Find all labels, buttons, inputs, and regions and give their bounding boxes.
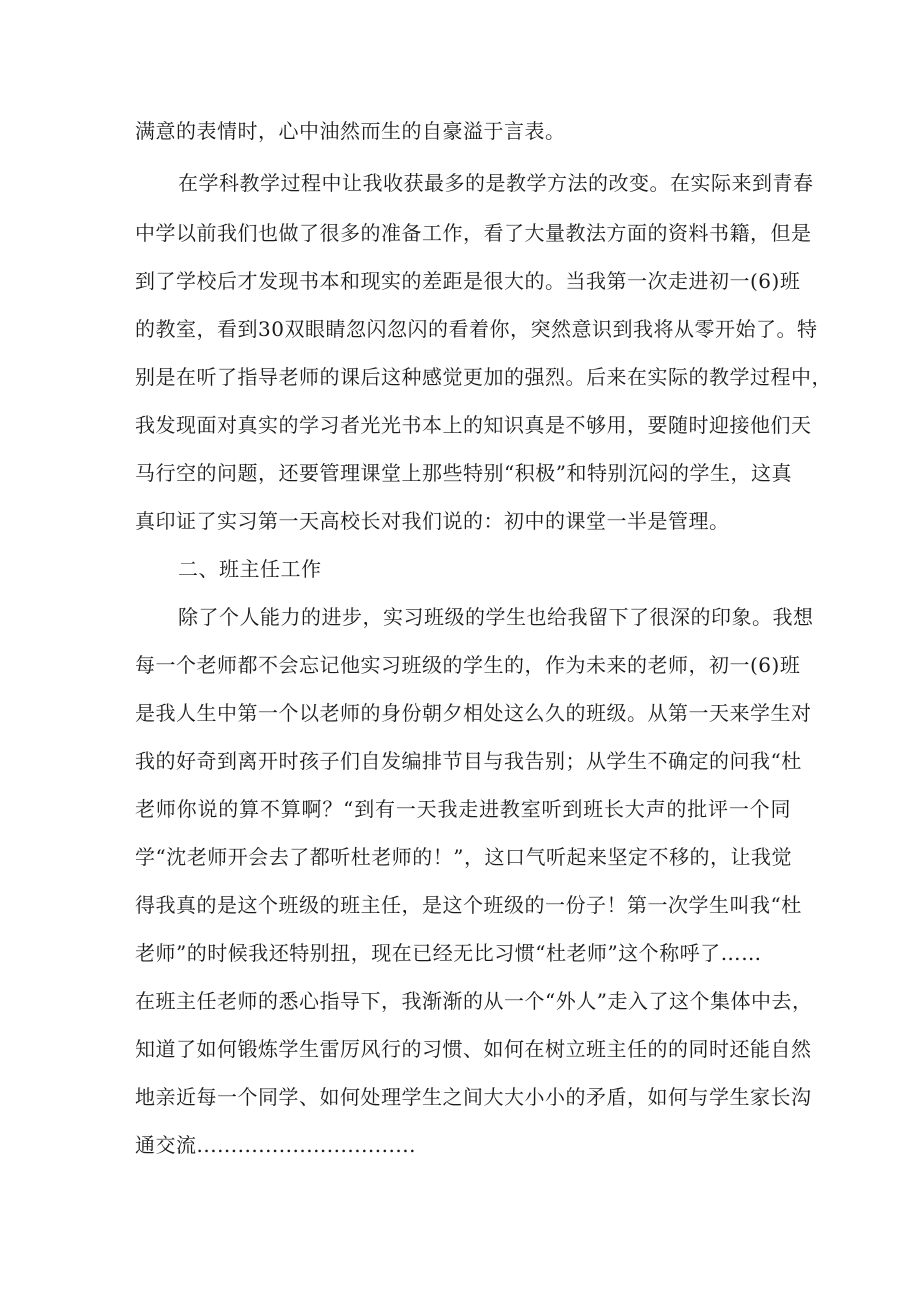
paragraph-line-8: 马行空的问题，还要管理课堂上那些特别“积极”和特别沉闷的学生，这真 xyxy=(135,461,792,485)
paragraph-line-7: 我发现面对真实的学习者光光书本上的知识真是不够用，要随时迎接他们天 xyxy=(135,413,812,437)
paragraph-line-21: 地亲近每一个同学、如何处理学生之间大大小小的矛盾，如何与学生家长沟 xyxy=(135,1085,812,1109)
paragraph-line-9: 真印证了实习第一天高校长对我们说的：初中的课堂一半是管理。 xyxy=(135,509,730,533)
paragraph-line-19: 在班主任老师的悉心指导下，我渐渐的从一个“外人”走入了这个集体中去， xyxy=(135,989,813,1013)
paragraph-line-5: 的教室，看到30双眼睛忽闪忽闪的看着你，突然意识到我将从零开始了。特 xyxy=(135,317,818,341)
paragraph-line-1: 满意的表情时，心中油然而生的自豪溢于言表。 xyxy=(135,119,566,143)
paragraph-line-11: 除了个人能力的进步，实习班级的学生也给我留下了很深的印象。我想 xyxy=(178,605,814,629)
paragraph-line-17: 得我真的是这个班级的班主任，是这个班级的一份子！第一次学生叫我“杜 xyxy=(135,893,802,917)
paragraph-line-20: 知道了如何锻炼学生雷厉风行的习惯、如何在树立班主任的的同时还能自然 xyxy=(135,1037,812,1061)
paragraph-line-4: 到了学校后才发现书本和现实的差距是很大的。当我第一次走进初一(6)班 xyxy=(135,269,801,293)
paragraph-line-18: 老师”的时候我还特别扭，现在已经无比习惯“杜老师”这个称呼了…… xyxy=(135,941,762,965)
section-heading: 二、班主任工作 xyxy=(178,557,322,581)
paragraph-line-16: 学“沈老师开会去了都听杜老师的！”，这口气听起来坚定不移的，让我觉 xyxy=(135,845,792,869)
paragraph-line-3: 中学以前我们也做了很多的准备工作，看了大量教法方面的资料书籍，但是 xyxy=(135,221,812,245)
paragraph-line-12: 每一个老师都不会忘记他实习班级的学生的，作为未来的老师，初一(6)班 xyxy=(135,653,801,677)
paragraph-line-22: 通交流................................ xyxy=(135,1133,416,1157)
paragraph-line-2: 在学科教学过程中让我收获最多的是教学方法的改变。在实际来到青春 xyxy=(178,171,814,195)
paragraph-line-14: 我的好奇到离开时孩子们自发编排节目与我告别；从学生不确定的问我“杜 xyxy=(135,749,802,773)
paragraph-line-6: 别是在听了指导老师的课后这种感觉更加的强烈。后来在实际的教学过程中， xyxy=(135,365,832,389)
paragraph-line-15: 老师你说的算不算啊？“到有一天我走进教室听到班长大声的批评一个同 xyxy=(135,797,791,821)
paragraph-line-13: 是我人生中第一个以老师的身份朝夕相处这么久的班级。从第一天来学生对 xyxy=(135,701,812,725)
